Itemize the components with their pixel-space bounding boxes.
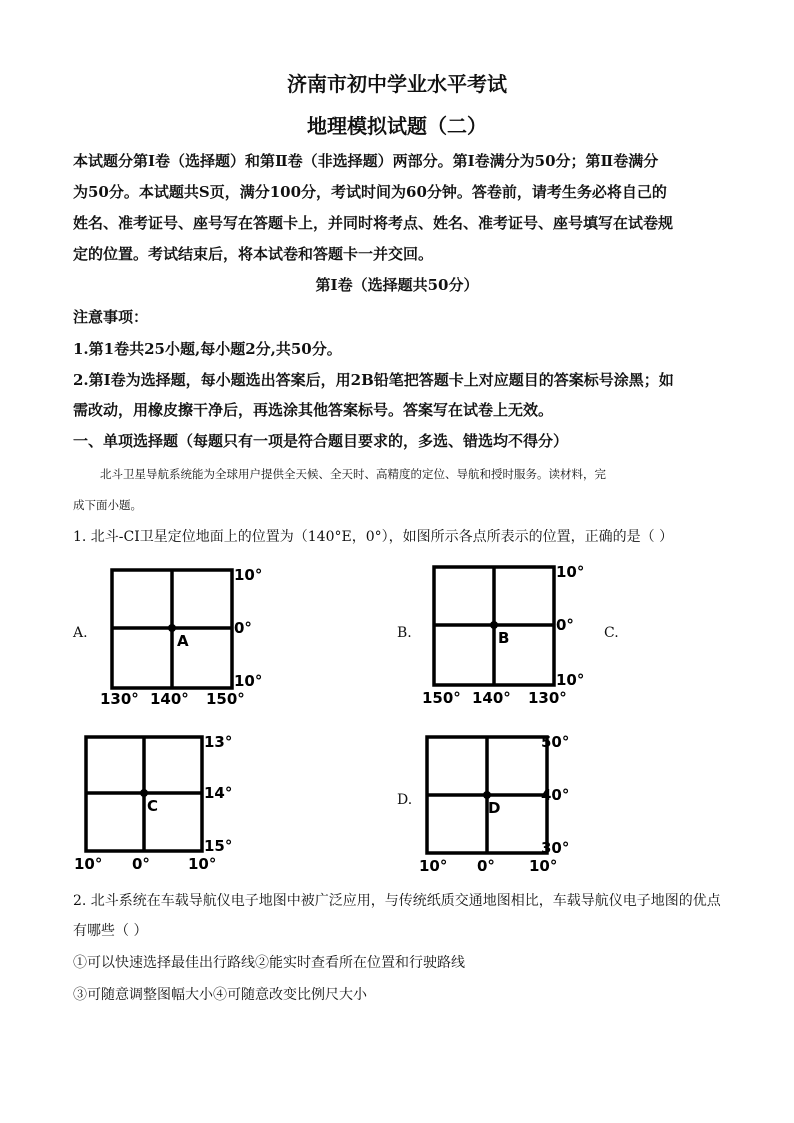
question-2-stem-line-1: 2. 北斗系统在车载导航仪电子地图中被广泛应用，与传统纸质交通地图相比，车载导航仪电子地图的优点 — [73, 893, 721, 909]
location-point — [490, 621, 498, 629]
intro-line-1: 本试题分第Ⅰ卷（选择题）和第Ⅱ卷（非选择题）两部分。第Ⅰ卷满分为50分；第Ⅱ卷满分 — [73, 152, 659, 170]
question-2-choices-1: ①可以快速选择最佳出行路线②能实时查看所在位置和行驶路线 — [73, 955, 465, 971]
point-label: A — [177, 632, 189, 650]
location-point — [168, 624, 176, 632]
notice-heading: 注意事项： — [73, 308, 149, 326]
option-a-map — [98, 560, 268, 708]
notice-item-2b: 需改动，用橡皮擦干净后，再选涂其他答案标号。答案写在试卷上无效。 — [73, 401, 554, 419]
lon-left-label: 150° — [422, 689, 461, 707]
lon-right-label: 10° — [188, 855, 217, 873]
section-heading: 第Ⅰ卷（选择题共50分） — [315, 276, 479, 294]
lon-center-label: 0° — [132, 855, 150, 873]
paper-subtitle: 地理模拟试题（二） — [307, 114, 487, 138]
lat-top-label: 10° — [234, 566, 263, 584]
point-label: D — [488, 799, 501, 817]
lon-left-label: 10° — [419, 857, 448, 875]
lon-left-label: 10° — [74, 855, 103, 873]
question-2-stem-line-2: 有哪些（ ） — [73, 923, 148, 939]
exam-title: 济南市初中学业水平考试 — [287, 72, 507, 96]
notice-item-2a: 2.第Ⅰ卷为选择题，每小题选出答案后，用2B铅笔把答题卡上对应题目的答案标号涂黑；如 — [73, 371, 674, 389]
lat-bottom-label: 30° — [541, 839, 570, 857]
point-label: B — [498, 629, 510, 647]
lon-right-label: 150° — [206, 690, 245, 708]
lon-right-label: 130° — [528, 689, 567, 707]
lon-center-label: 140° — [150, 690, 189, 708]
lon-right-label: 10° — [529, 857, 558, 875]
location-point — [483, 791, 491, 799]
question-2-choices-2: ③可随意调整图幅大小④可随意改变比例尺大小 — [73, 987, 367, 1003]
lat-mid-label: 0° — [234, 619, 252, 637]
question-1-stem: 1. 北斗-CI卫星定位地面上的位置为（140°E，0°），如图所示各点所表示的位置，正确的是（ ） — [73, 529, 674, 545]
lon-center-label: 0° — [477, 857, 495, 875]
lat-top-label: 13° — [204, 733, 233, 751]
lat-top-label: 10° — [556, 563, 585, 581]
passage-line-1: 北斗卫星导航系统能为全球用户提供全天候、全天时、高精度的定位、导航和授时服务。读材料，完 — [100, 467, 606, 481]
option-d-map — [415, 727, 595, 877]
lat-bottom-label: 15° — [204, 837, 233, 855]
option-b-label[interactable]: B. — [397, 625, 412, 641]
option-d-label[interactable]: D. — [397, 792, 413, 808]
lon-left-label: 130° — [100, 690, 139, 708]
option-b-map — [420, 557, 595, 707]
lat-bottom-label: 10° — [556, 671, 585, 689]
intro-line-4: 定的位置。考试结束后，将本试卷和答题卡一并交回。 — [73, 245, 434, 263]
lat-mid-label: 40° — [541, 786, 570, 804]
location-point — [140, 789, 148, 797]
notice-item-1: 1.第1卷共25小题,每小题2分,共50分。 — [73, 340, 342, 358]
lat-bottom-label: 10° — [234, 672, 263, 690]
lat-mid-label: 0° — [556, 616, 574, 634]
option-c-inline-label[interactable]: C. — [604, 625, 619, 641]
option-a-label[interactable]: A. — [73, 625, 88, 641]
passage-line-2: 成下面小题。 — [73, 498, 142, 512]
part-heading: 一、单项选择题（每题只有一项是符合题目要求的，多选、错选均不得分） — [73, 432, 569, 450]
intro-line-3: 姓名、准考证号、座号写在答题卡上，并同时将考点、姓名、准考证号、座号填写在试卷规 — [73, 214, 674, 232]
lon-center-label: 140° — [472, 689, 511, 707]
option-c-map — [70, 727, 250, 877]
lat-top-label: 50° — [541, 733, 570, 751]
intro-line-2: 为50分。本试题共S页，满分100分，考试时间为60分钟。答卷前，请考生务必将自己的 — [73, 183, 667, 201]
lat-mid-label: 14° — [204, 784, 233, 802]
point-label: C — [147, 797, 159, 815]
